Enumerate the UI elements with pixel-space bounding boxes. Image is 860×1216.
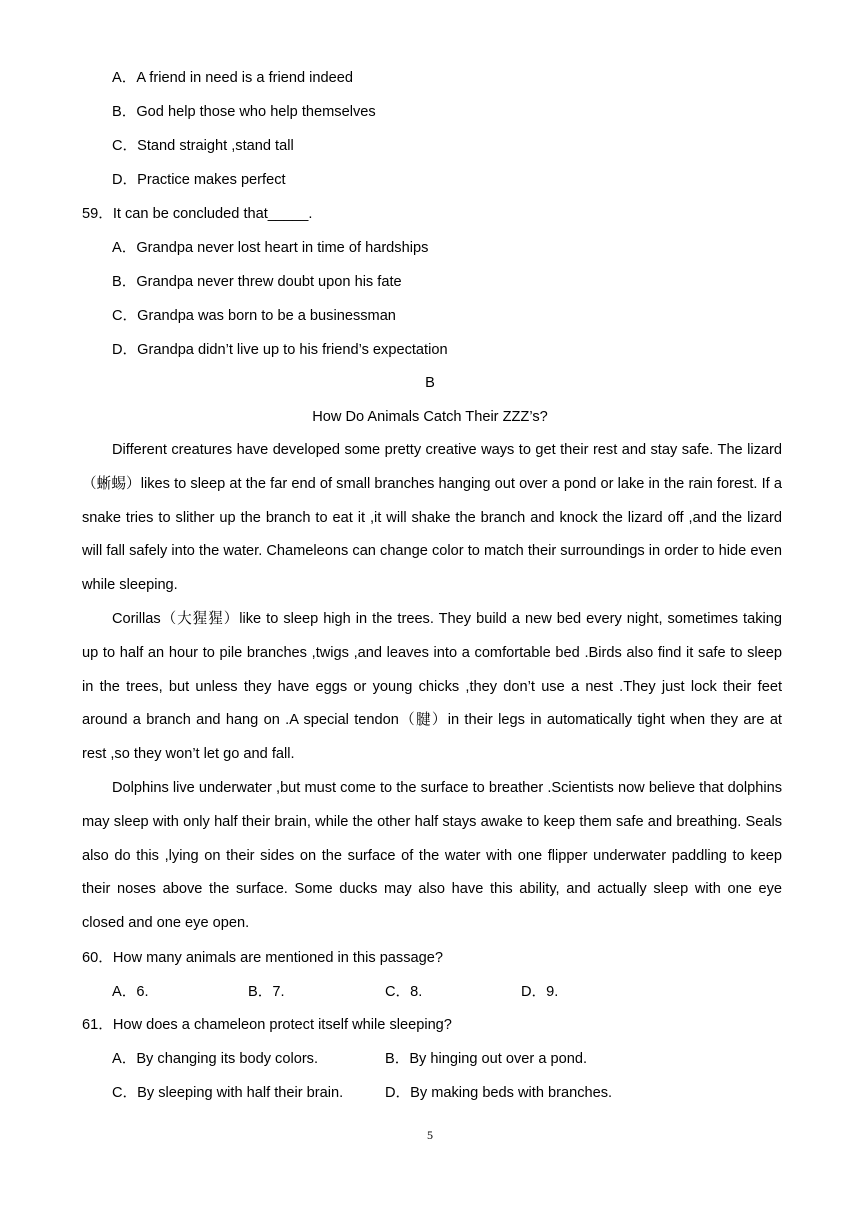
q60-option-a: A．6. — [112, 984, 149, 1000]
q61-option-d: D．By making beds with branches. — [385, 1085, 613, 1101]
q58-option-c: C．Stand straight ,stand tall — [112, 138, 294, 154]
paragraph-3 — [82, 772, 782, 941]
q61-stem: 61．How does a chameleon protect itself while sleeping? — [82, 1017, 452, 1033]
q59-option-a: A．Grandpa never lost heart in time of hardships — [112, 240, 429, 256]
q60-option-d: D．9. — [521, 984, 559, 1000]
section-letter: B — [425, 375, 435, 391]
q58-option-a: A．A friend in need is a friend indeed — [112, 70, 353, 86]
paragraph-1 — [82, 434, 782, 603]
q61-option-a: A．By changing its body colors. — [112, 1051, 319, 1067]
q59-option-b: B．Grandpa never threw doubt upon his fate — [112, 274, 402, 290]
q60-option-b: B．7. — [248, 984, 285, 1000]
paragraph-3-text: Dolphins live underwater ,but must come to the surface to breather .Scientists now believe that dolphins may sleep with only half their brain, while the other half stays awake to keep them safe and breathing. Seals also do this ,lying on their sides on the surface of the water with one flipper underwater paddling to keep their noses above the surface. Some ducks may also have this ability, and actually sleep with one eye closed and one eye open. — [82, 780, 782, 932]
paragraph-2-text: Corillas（大猩猩）like to sleep high in the trees. They build a new bed every night, sometimes taking up to half an hour to pile branches ,twigs ,and leaves into a comfortable bed .Birds also find it safe to sleep in the trees, but unless they have eggs or young chicks ,they don’t use a nest .They just lock their feet around a branch and hang on .A special tendon（腱）in their legs in automatically tight when they are at rest ,so they won’t let go and fall. — [82, 611, 782, 763]
paragraph-2 — [82, 603, 782, 772]
q61-option-c: C．By sleeping with half their brain. — [112, 1085, 344, 1101]
q60-option-c: C．8. — [385, 984, 423, 1000]
q59-option-c: C．Grandpa was born to be a businessman — [112, 308, 396, 324]
paragraph-1-text: Different creatures have developed some pretty creative ways to get their rest and stay safe. The lizard（蜥蜴）likes to sleep at the far end of small branches hanging out over a pond or lake in the rain forest. If a snake tries to slither up the branch to eat it ,it will shake the branch and knock the lizard off ,and the lizard will fall safely into the water. Chameleons can change color to match their surroundings in order to hide even while sleeping. — [82, 442, 782, 594]
q59-stem: 59．It can be concluded that_____. — [82, 206, 313, 222]
passage-title: How Do Animals Catch Their ZZZ’s? — [312, 409, 548, 425]
q58-option-b: B．God help those who help themselves — [112, 104, 376, 120]
q60-stem: 60．How many animals are mentioned in this passage? — [82, 950, 443, 966]
q58-option-d: D．Practice makes perfect — [112, 172, 286, 188]
q59-option-d: D．Grandpa didn’t live up to his friend’s expectation — [112, 342, 448, 358]
page-number: 5 — [427, 1128, 433, 1142]
q61-option-b: B．By hinging out over a pond. — [385, 1051, 588, 1067]
